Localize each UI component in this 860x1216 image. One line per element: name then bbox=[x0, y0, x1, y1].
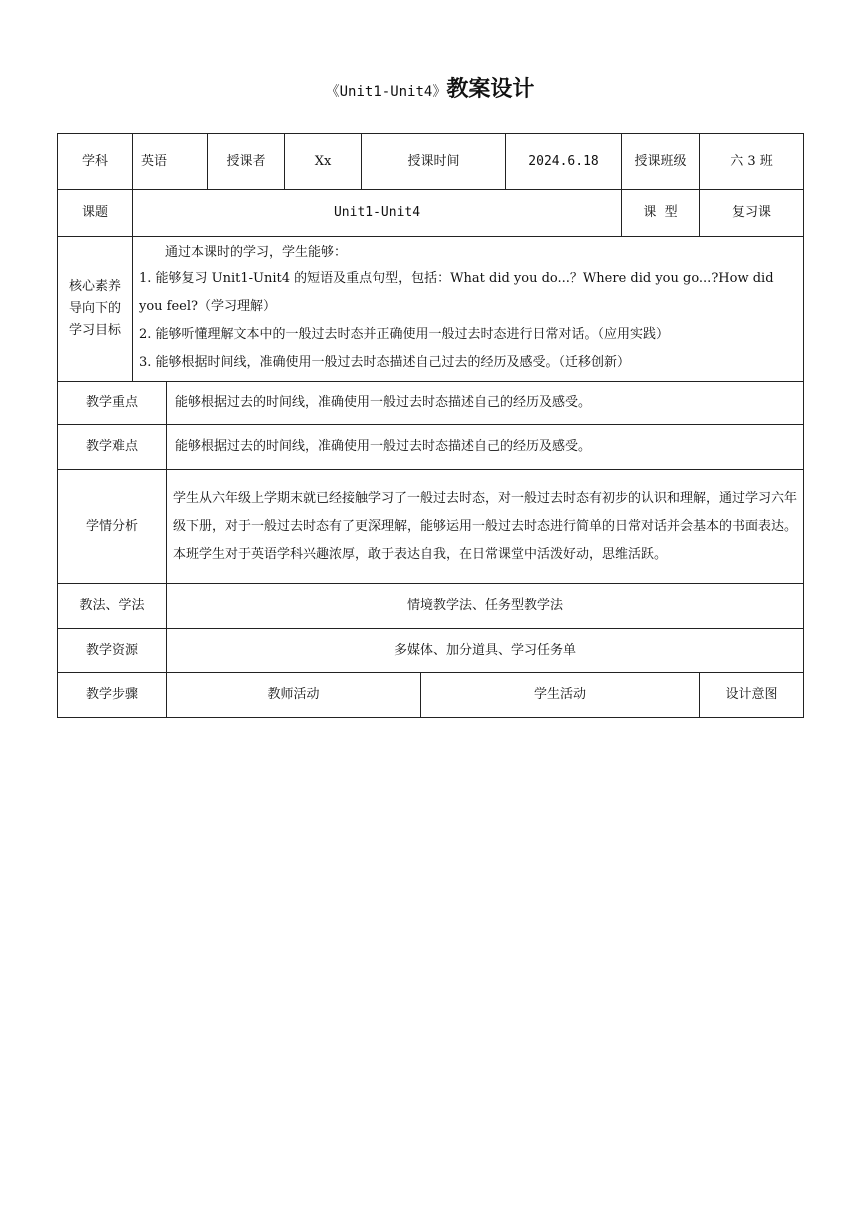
student-activity-header: 学生活动 bbox=[421, 673, 700, 718]
teacher-activity-header: 教师活动 bbox=[167, 673, 421, 718]
learning-goals-label: 核心素养导向下的学习目标 bbox=[58, 237, 133, 382]
teaching-focus-label: 教学重点 bbox=[58, 382, 167, 425]
topic-value: Unit1-Unit4 bbox=[133, 190, 622, 237]
methods-value: 情境教学法、任务型教学法 bbox=[167, 584, 804, 629]
teacher-label: 授课者 bbox=[208, 134, 285, 190]
learning-goals-content bbox=[133, 237, 804, 382]
resources-label: 教学资源 bbox=[58, 629, 167, 673]
subject-label: 学科 bbox=[58, 134, 133, 190]
methods-label: 教法、学法 bbox=[58, 584, 167, 629]
title-main: 教案设计 bbox=[446, 77, 535, 102]
lesson-type-label: 课 型 bbox=[622, 190, 700, 237]
table-row-basic-info bbox=[58, 134, 804, 190]
table-row-student-analysis bbox=[58, 470, 804, 584]
resources-value: 多媒体、加分道具、学习任务单 bbox=[167, 629, 804, 673]
teaching-difficulty-label: 教学难点 bbox=[58, 425, 167, 470]
table-row-methods bbox=[58, 584, 804, 629]
title-unit-range: 《Unit1-Unit4》 bbox=[325, 84, 447, 100]
student-analysis-label: 学情分析 bbox=[58, 470, 167, 584]
table-row-teaching-steps bbox=[58, 673, 804, 718]
teacher-value: Xx bbox=[285, 134, 362, 190]
document-title bbox=[0, 72, 860, 103]
learning-goals-intro: 通过本课时的学习，学生能够： bbox=[165, 245, 348, 260]
table-row-learning-goals bbox=[58, 237, 804, 382]
table-row-topic bbox=[58, 190, 804, 237]
learning-goal-item: 3. 能够根据时间线，准确使用一般过去时态描述自己过去的经历及感受。（迁移创新） bbox=[139, 355, 631, 370]
student-analysis-value: 学生从六年级上学期末就已经接触学习了一般过去时态，对一般过去时态有初步的认识和理解，通过学习六年级下册，对于一般过去时态有了更深理解，能够运用一般过去时态进行简单的日常对话并会基本的书面表达。本班学生对于英语学科兴趣浓厚，敢于表达自我，在日常课堂中活泼好动，思维活跃。 bbox=[167, 470, 804, 584]
learning-goal-item: 2. 能够听懂理解文本中的一般过去时态并正确使用一般过去时态进行日常对话。（应用实践） bbox=[139, 327, 670, 342]
subject-value: 英语 bbox=[133, 134, 208, 190]
teaching-focus-value: 能够根据过去的时间线，准确使用一般过去时态描述自己的经历及感受。 bbox=[167, 382, 804, 425]
learning-goal-item: 1. 能够复习 Unit1-Unit4 的短语及重点句型，包括：What did you do...？Where did you go...?How did you feel?（学习理解） bbox=[139, 271, 774, 314]
teaching-difficulty-value: 能够根据过去的时间线，准确使用一般过去时态描述自己的经历及感受。 bbox=[167, 425, 804, 470]
class-label: 授课班级 bbox=[622, 134, 700, 190]
table-row-teaching-difficulty bbox=[58, 425, 804, 470]
time-label: 授课时间 bbox=[362, 134, 506, 190]
table-row-teaching-focus bbox=[58, 382, 804, 425]
class-value: 六 3 班 bbox=[700, 134, 804, 190]
topic-label: 课题 bbox=[58, 190, 133, 237]
lesson-plan-table bbox=[57, 133, 804, 718]
teaching-steps-label: 教学步骤 bbox=[58, 673, 167, 718]
time-value: 2024.6.18 bbox=[506, 134, 622, 190]
table-row-resources bbox=[58, 629, 804, 673]
design-intent-header: 设计意图 bbox=[700, 673, 804, 718]
lesson-type-value: 复习课 bbox=[700, 190, 804, 237]
